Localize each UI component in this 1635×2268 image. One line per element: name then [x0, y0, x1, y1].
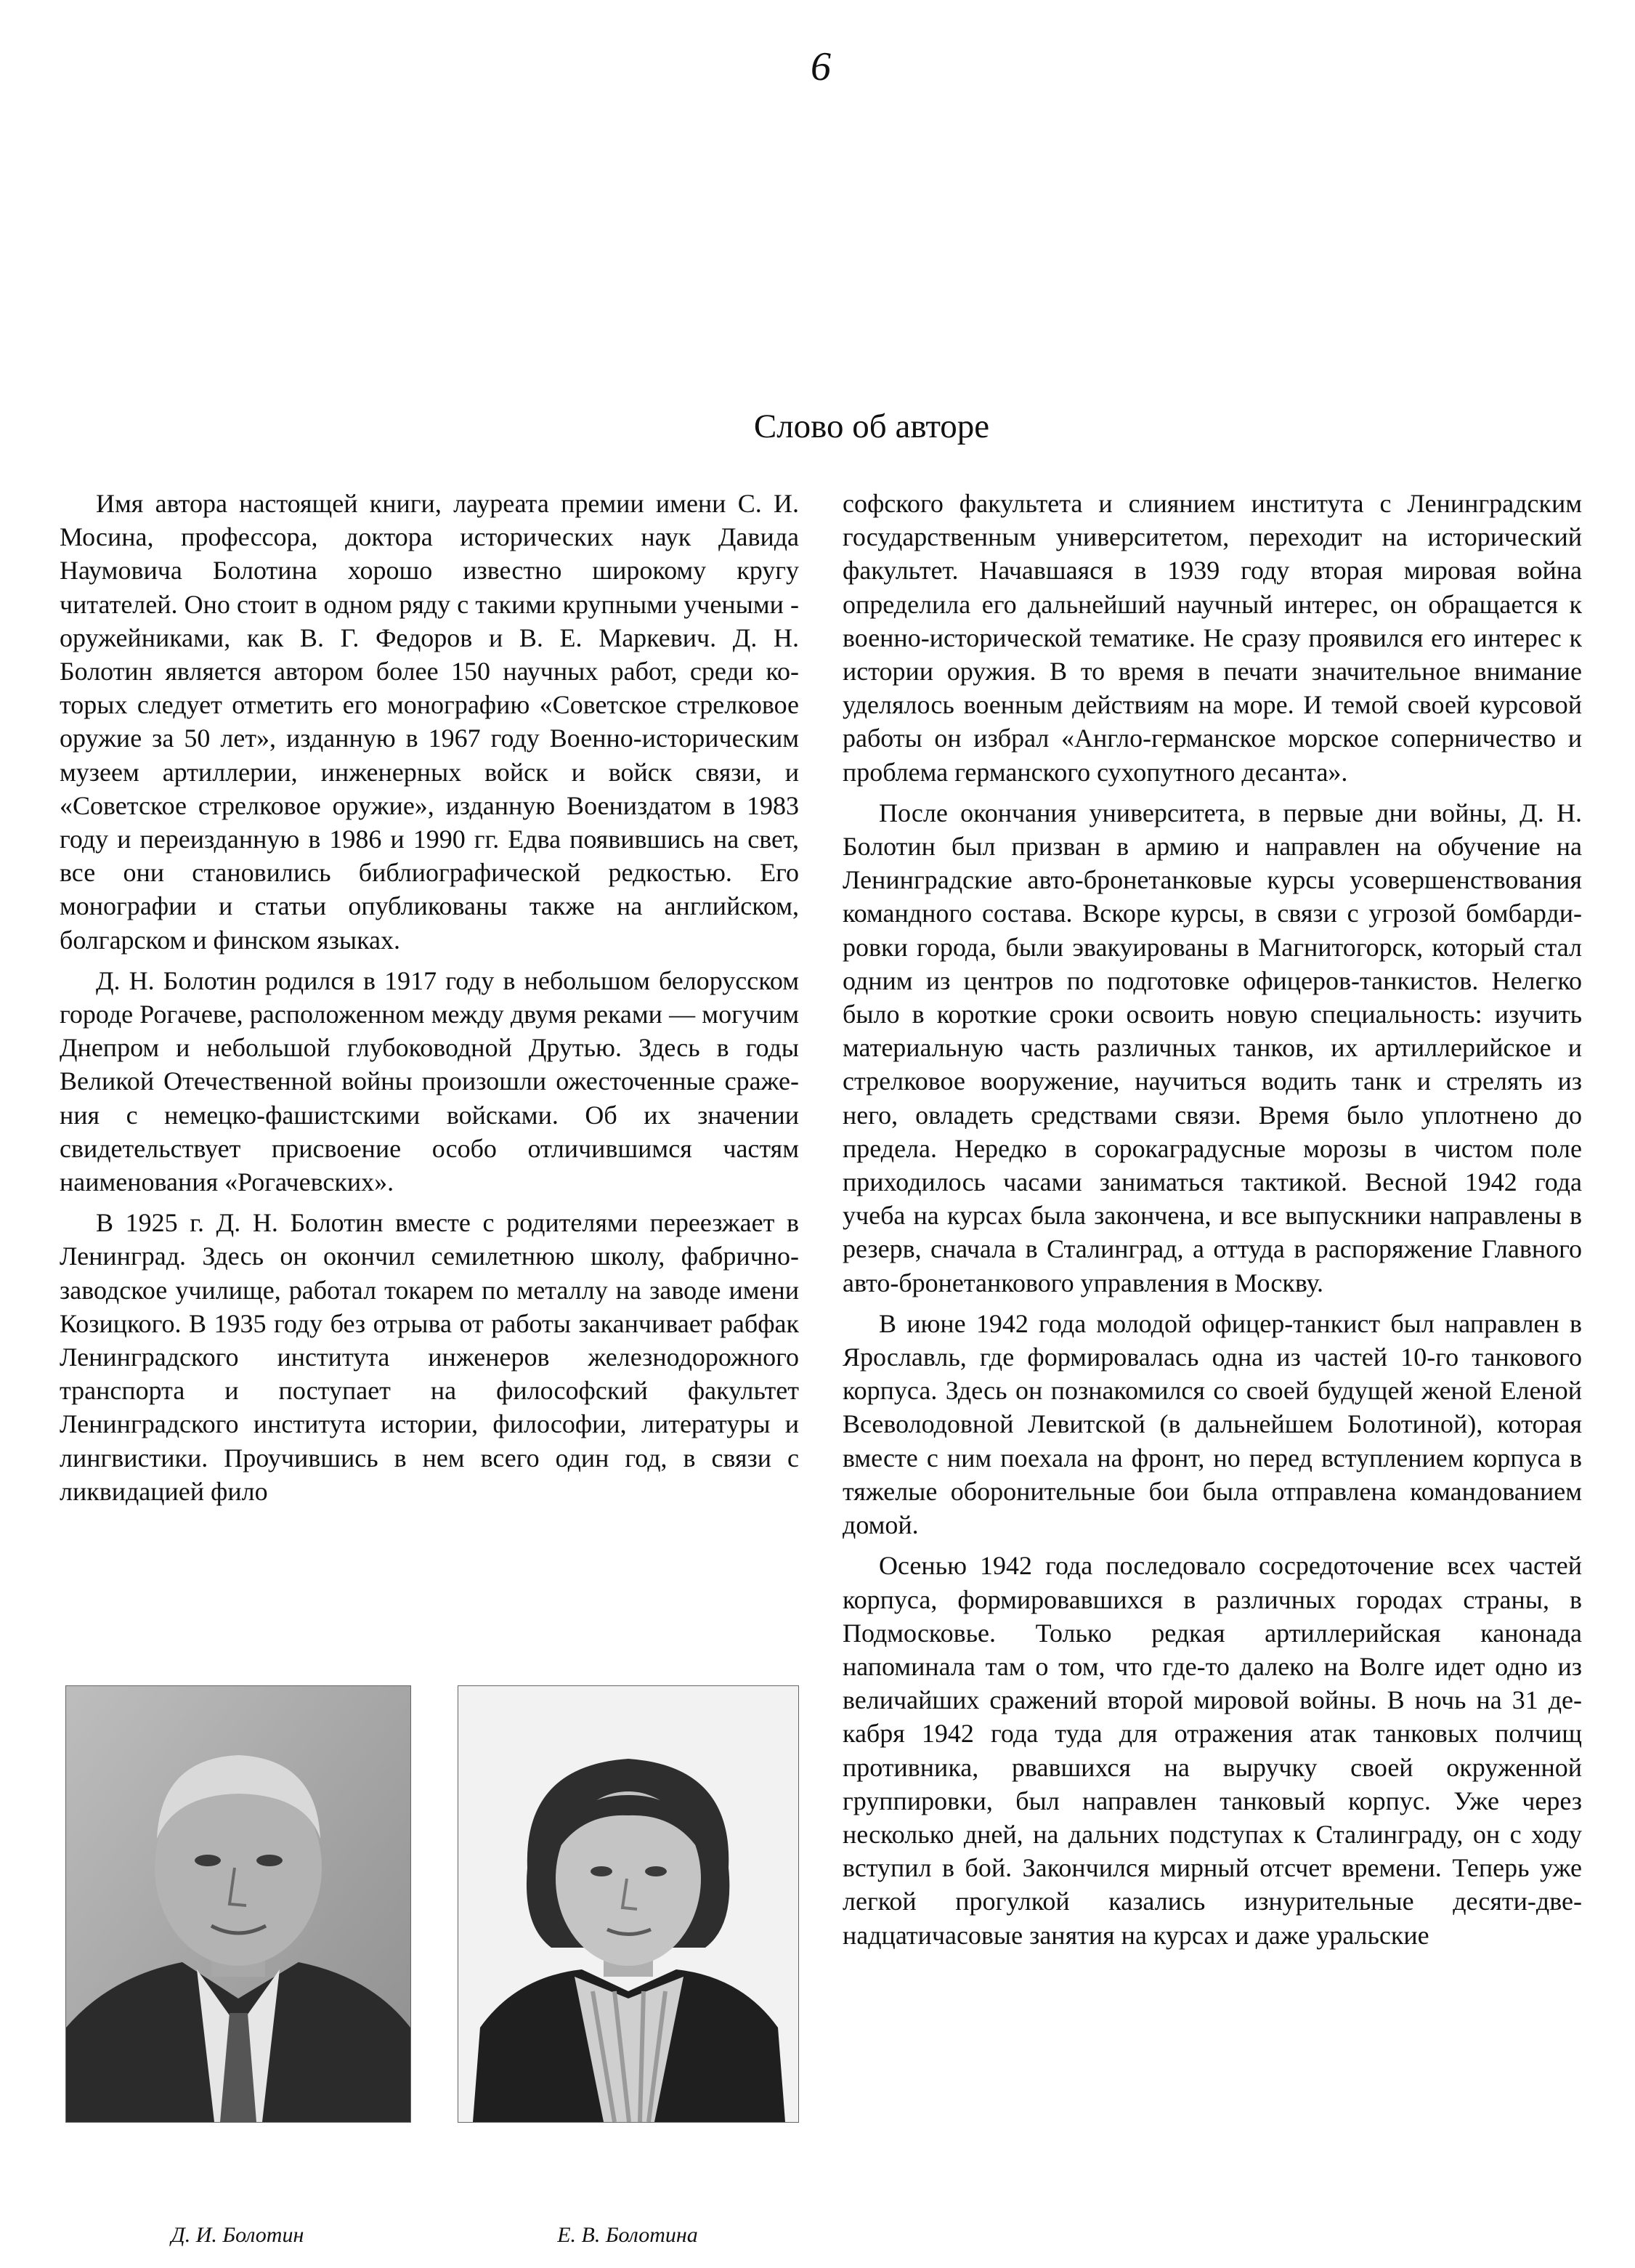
photo-caption: Е. В. Болотина	[557, 2223, 698, 2247]
paragraph: Осенью 1942 года последовало сосредоточение всех частей корпуса, формировавшихся в различных городах страны, в Подмосковье. Только редкая артиллерийская канонада напоминала там о том, что где-то далеко на Волге идет одно из величайших сражений второй мировой войны. В ночь на 31 декабря 1942 года туда для отражения атак танковых полчищ противника, рвавшихся на выручку своей окруженной группировки, был направлен танковый корпус. Уже через несколько дней, на дальних подступах к Сталинграду, он с ходу вступил в бой. Закончился мирный отсчет времени. Теперь уже легкой прогулкой казались изнурительные десяти-двенадцатичасовые занятия на курсах и даже уральские	[843, 1551, 1582, 1950]
paragraph: В июне 1942 года молодой офицер-танкист был направлен в Ярославль, где формировалась одна из частей 10-го танкового корпуса. Здесь он познакомился со своей будущей женой Еленой Всеволодовной Левитской (в дальнейшем Болотиной), которая вместе с ним поехала на фронт, но перед вступлением корпуса в тяжелые оборонительные бои была отправлена командованием домой.	[843, 1308, 1582, 1540]
portrait-woman-image	[458, 1686, 798, 2122]
paragraph: В 1925 г. Д. Н. Болотин вместе с родителями переезжает в Ленинград. Здесь он окончил семилетнюю школу, фабрично-заводское училище, работал токарем по металлу на заводе имени Козицкого. В 1935 году без отрыва от работы заканчивает рабфак Ленинградского института инженеров железнодорожного транспорта и поступает на философский факультет Ленинградского института истории, философии, литературы и лингвистики. Проучившись в нем всего один год, в связи с ликвидацией фило	[60, 1208, 799, 1506]
portrait-man-image	[66, 1686, 410, 2122]
paragraph: Имя автора настоящей книги, лауреата премии имени С. И. Мосина, профессора, доктора исторических наук Давида Наумовича Болотина хорошо известно широкому кругу читателей. Оно стоит в одном ряду с такими крупными учеными - оружейниками, как В. Г. Федоров и В. Е. Маркевич. Д. Н. Болотин является автором более 150 научных работ, среди которых следует отметить его монографию «Советское стрелковое оружие за 50 лет», изданную в 1967 году Военно-историческим музеем артиллерии, инженерных войск и войск связи, и «Советское стрелковое оружие», изданную Воениздатом в 1983 году и переизданную в 1986 и 1990 гг. Едва появившись на свет, все они становились библиографической редкостью. Его монографии и статьи опубликованы также на английском, болгарском и финском языках.	[60, 489, 799, 955]
photo-caption: Д. И. Болотин	[171, 2223, 304, 2247]
paragraph: После окончания университета, в первые дни войны, Д. Н. Болотин был призван в армию и направлен на обучение на Ленинградские авто-бронетанковые курсы усовершенствования командного состава. Вскоре курсы, в связи с угрозой бомбардировки города, были эвакуированы в Магнитогорск, который стал одним из центров по подготовке офицеров-танкистов. Нелегко было в короткие сроки освоить новую специальность: изучить материальную часть различных танков, их артиллерийское и стрелковое вооружение, научиться водить танк и стрелять из него, овладеть средствами связи. Время было уплотнено до предела. Нередко в сорокаградусные морозы в чистом поле приходилось часами заниматься тактикой. Весной 1942 года учеба на курсах была закончена, и все выпускники направлены в резерв, сначала в Сталинград, а оттуда в распоряжение Главного авто-бронетанкового управления в Москву.	[843, 798, 1582, 1297]
paragraph: Д. Н. Болотин родился в 1917 году в небольшом белорусском городе Рогачеве, расположенном между двумя реками — могучим Днепром и небольшой глубоководной Друтью. Здесь в годы Великой Отечественной войны произошли ожесточенные сражения с немецко-фашистскими войсками. Об их значении свидетельствует присвоение особо отличившимся частям наименования «Рогачевских».	[60, 965, 799, 1197]
photo-bolotin	[65, 1685, 411, 2123]
article-title: Слово об авторе	[753, 408, 990, 445]
page-number: 6	[811, 44, 831, 89]
photo-bolotina	[458, 1685, 799, 2123]
left-column	[60, 487, 799, 1515]
paragraph-continued: софского факультета и слиянием института с Ленинградским государственным университетом, переходит на исторический факультет. Начавшаяся в 1939 году вторая мировая война определила его дальнейший научный интерес, он обращается к военно-исторической тематике. Не сразу проявился его интерес к истории оружия. В то время в печати значительное внимание уделялось военным действиям на море. И темой своей курсовой работы он избрал «Англо-германское морское соперничество и проблема германского сухопутного десанта».	[843, 489, 1582, 787]
right-column	[843, 487, 1582, 1959]
